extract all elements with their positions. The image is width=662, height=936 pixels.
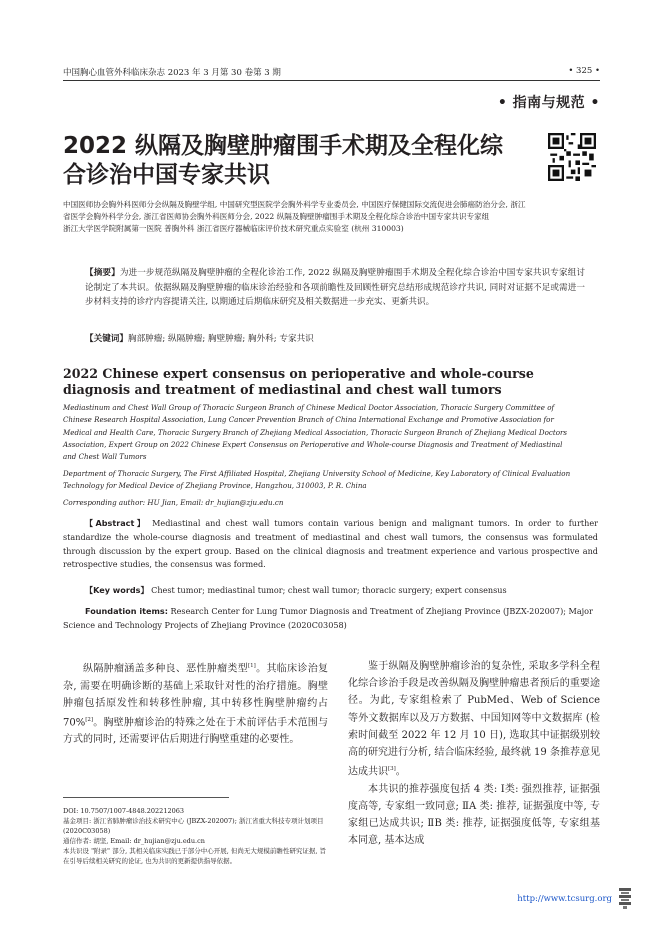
body-text: 鉴于纵隔及胸壁肿瘤诊治的复杂性, 采取多学科全程化综合诊治手段是改善纵隔及胸壁肿瘤患者预后的重要途径。为此, 专家组检索了 PubMed、Web of Science 等外文数据库以及万方数据、中国知网等中文数据库 (检索时间截至 2022 年 12 月 10 日), 选取其中证据级别较高的研究进行分析, 结合临床经验, 最终就 19 条推荐意见达成共识 bbox=[348, 661, 600, 778]
keywords-en-text: Chest tumor; mediastinal tumor; chest wall tumor; thoracic surgery; expert consensus bbox=[151, 585, 507, 595]
page-number: • 325 • bbox=[568, 66, 600, 76]
affiliation-en: Department of Thoracic Surgery, The First Affiliated Hospital, Zhejiang University School of Medicine, Key Laboratory of Clinical Evaluation Technology for Medical Device of Zhejiang Province, Hangzhou, 310003, P. R. China bbox=[63, 469, 571, 491]
citation-ref[interactable]: [3] bbox=[388, 766, 396, 773]
header-rule bbox=[63, 80, 600, 81]
keywords-cn-label: 【关键词】 bbox=[85, 334, 128, 344]
authors-cn bbox=[63, 199, 533, 234]
footnote bbox=[63, 806, 331, 866]
abstract-en-label: 【Abstract】 bbox=[85, 518, 148, 528]
appendix-note: 本共识设 "附录" 部分, 其相关临床实践已于部分中心开展, 但尚无大规模前瞻性研究证据, 旨在引导后续相关研究的论证, 也为共识的更新提供指导依据。 bbox=[63, 847, 327, 865]
abstract-cn bbox=[85, 266, 585, 310]
doi-link[interactable]: DOI: 10.7507/1007-4848.202212063 bbox=[63, 807, 184, 815]
corresponding-author-en: Corresponding author: HU Jian, Email: dr_hujian@zju.edu.cn bbox=[63, 498, 284, 507]
body-paragraph: 本共识的推荐强度包括 4 类: Ⅰ类: 强烈推荐, 证据强度高等, 专家组一致同意; ⅡA 类: 推荐, 证据强度中等, 专家组已达成共识; ⅡB 类: 推荐, 证据强度低等, 专家组基本同意, 基本达成 bbox=[348, 783, 600, 847]
abstract-cn-text: 为进一步规范纵隔及胸壁肿瘤的全程化诊治工作, 2022 纵隔及胸壁肿瘤围手术期及全程化综合诊治中国专家共识专家组讨论制定了本共识。依据纵隔及胸壁肿瘤的临床诊治经验和各项前瞻性及回顾性研究总结形成规范诊疗共识, 同时对证据不足或需进一步材料支持的诊疗内容提请关注, 以期通过后期临床研究及相关数据进一步充实、更新共识。 bbox=[85, 268, 585, 308]
authors-en: Mediastinum and Chest Wall Group of Thoracic Surgeon Branch of Chinese Medical Doctor Association, Thoracic Surgery Committee of Chinese Research Hospital Association, Lung Cancer Prevention Branch of China International Exchange and Promotive Association for Medical and Health Care, Thoracic Surgery Branch of Zhejiang Medical Association, Thoracic Surgeon Branch of Zhejiang Medical Doctors Association, Expert Group on 2022 Chinese Expert Consensus on Perioperative and Whole-course Diagnosis and Treatment of Mediastinal and Chest Wall Tumors bbox=[63, 403, 567, 462]
body-text: 。其临床诊治复杂, 需要在明确诊断的基础上采取针对性的治疗措施。胸壁肿瘤包括原发性和转移性肿瘤, 其中转移性胸壁肿瘤约占 70% bbox=[63, 663, 329, 729]
running-head: 中国胸心血管外科临床杂志 2023 年 3 月第 30 卷第 3 期 bbox=[63, 68, 281, 78]
body-left-column bbox=[63, 658, 328, 749]
foundation-label: Foundation items: bbox=[85, 606, 168, 616]
body-right-column bbox=[348, 658, 600, 850]
author-list-cn: 中国医师协会胸外科医师分会纵隔及胸壁学组, 中国研究型医院学会胸外科学专业委员会, 中国医疗保健国际交流促进会肺癌防治分会, 浙江省医学会胸外科学分会, 浙江省医师协会胸外科医师分会, 2022 纵隔及胸壁肿瘤围手术期及全程化综合诊治中国专家共识专家组 bbox=[63, 200, 526, 221]
keywords-en bbox=[85, 584, 597, 597]
keywords-en-label: 【Key words】 bbox=[85, 585, 149, 595]
abstract-cn-label: 【摘要】 bbox=[85, 268, 120, 278]
body-text: 。胸壁肿瘤诊治的特殊之处在于术前评估手术范围与方式的同时, 还需要评估后期进行胸壁重建的必要性。 bbox=[63, 717, 328, 746]
abstract-en bbox=[63, 517, 598, 572]
citation-ref[interactable]: [2] bbox=[85, 716, 94, 723]
citation-ref[interactable]: [1] bbox=[248, 663, 256, 669]
foundation-items-en bbox=[63, 604, 598, 632]
article-title-en: 2022 Chinese expert consensus on perioperative and whole-course diagnosis and treatment of mediastinal and chest wall tumors bbox=[63, 366, 534, 397]
body-text: 。 bbox=[395, 766, 406, 778]
funding-note: 基金项目: 浙江省肺肿瘤诊治技术研究中心 (JBZX-202007); 浙江省重大科技专项计划项目 (2020C03058) bbox=[63, 817, 324, 835]
article-title-cn: 2022 纵隔及胸壁肿瘤围手术期及全程化综合诊治中国专家共识 bbox=[63, 133, 504, 188]
body-text: 纵隔肿瘤涵盖多种良、恶性肿瘤类型 bbox=[83, 663, 249, 675]
correspondence-note: 通信作者: 胡坚, Email: dr_hujian@zju.edu.cn bbox=[63, 837, 205, 845]
footnote-rule bbox=[63, 797, 229, 798]
abstract-en-text: Mediastinal and chest wall tumors contain various benign and malignant tumors. In order to further standardize the whole-course diagnosis and treatment of mediastinal and chest wall tumors, the consensus was formulated through discussion by the expert group. Based on the clinical diagnosis and treatment experience and various prospective and retrospective studies, the consensus was formed. bbox=[63, 518, 598, 570]
section-label: • 指南与规范 • bbox=[497, 95, 600, 111]
journal-logo-icon bbox=[618, 886, 632, 910]
foundation-text: Research Center for Lung Tumor Diagnosis and Treatment of Zhejiang Province (JBZX-202007); Major Science and Technology Projects of Zhejiang Province (2020C03058) bbox=[63, 606, 593, 630]
affiliation-cn: 浙江大学医学院附属第一医院 普胸外科 浙江省医疗器械临床评价技术研究重点实验室 (杭州 310003) bbox=[63, 223, 404, 233]
journal-url-link[interactable]: http://www.tcsurg.org bbox=[517, 894, 612, 904]
keywords-cn-text: 胸部肿瘤; 纵隔肿瘤; 胸壁肿瘤; 胸外科; 专家共识 bbox=[127, 334, 314, 344]
keywords-cn bbox=[85, 332, 585, 346]
qr-code-icon bbox=[548, 133, 596, 181]
body-paragraph bbox=[348, 658, 600, 781]
